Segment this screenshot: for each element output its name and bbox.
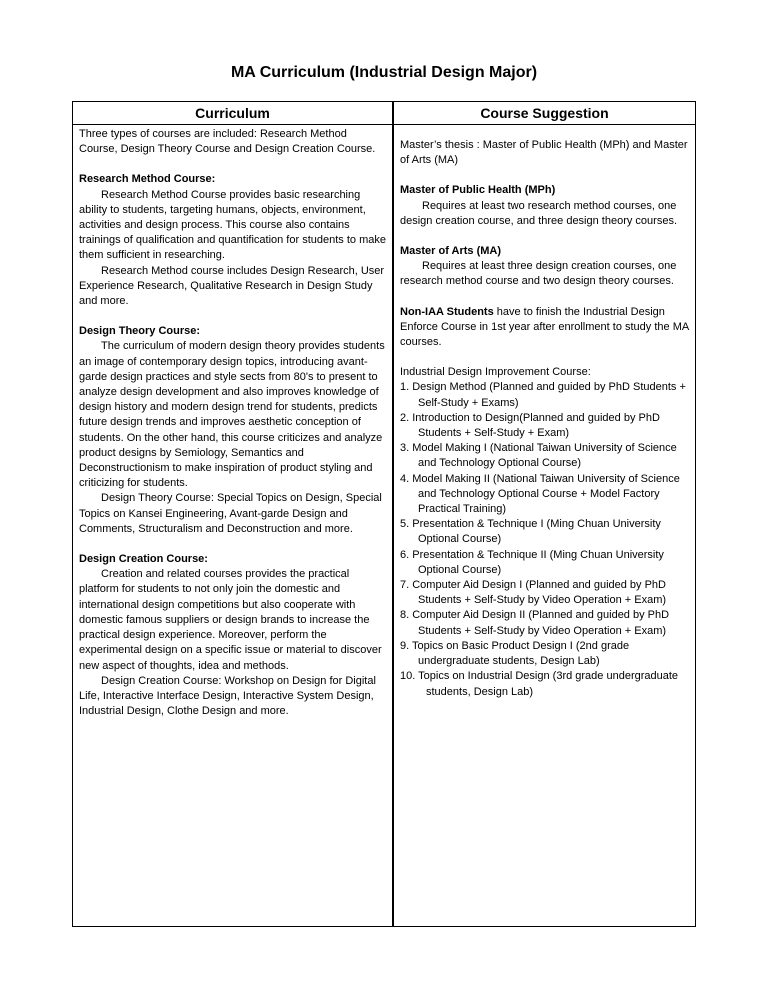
ma-text: Requires at least three design creation courses, one research method course and two design theory courses. [400, 260, 677, 288]
course-suggestion-body [394, 125, 695, 700]
research-method-paragraph-1: Research Method Course provides basic researching ability to students, targeting humans, objects, environment, activities and design process. This course also contains trainings of qualification and quantification for students to make them sufficient in researching. [79, 188, 386, 262]
curriculum-column [73, 102, 393, 926]
improvement-heading: Industrial Design Improvement Course: [400, 366, 591, 379]
list-item: 2. Introduction to Design(Planned and guided by PhD Students + Self-Study + Exam) [400, 411, 660, 440]
list-item: 10. Topics on Industrial Design (3rd grade undergraduate students, Design Lab) [400, 670, 679, 698]
course-suggestion-header: Course Suggestion [394, 102, 695, 125]
design-theory-heading: Design Theory Course: [79, 325, 201, 338]
improvement-section [400, 365, 689, 699]
curriculum-intro: Three types of courses are included: Research Method Course, Design Theory Course and Design Creation Course. [79, 128, 376, 156]
research-method-section [79, 172, 386, 309]
design-theory-section [79, 324, 386, 537]
mph-heading: Master of Public Health (MPh) [400, 184, 556, 197]
thesis-text: Master’s thesis : Master of Public Health (MPh) and Master of Arts (MA) [400, 139, 688, 167]
non-iaa-rest: have to finish the Industrial Design Enforce Course in 1st year after enrollment to study the MA courses. [400, 305, 689, 349]
list-item: 8. Computer Aid Design II (Planned and guided by PhD Students + Self-Study by Video Operation + Exam) [400, 609, 670, 637]
design-creation-paragraph-1: Creation and related courses provides the practical platform for students to not only join the domestic and international design competitions but also cooperate with domestic famous suppliers or design brands to increase the practical design experience. Moreover, perform the experimental design on a specific issue or material to discover new aspect of thoughts, idea and methods. [79, 568, 382, 672]
list-item: 6. Presentation & Technique II (Ming Chuan University Optional Course) [400, 548, 664, 576]
curriculum-table [72, 101, 696, 927]
list-item: 1. Design Method (Planned and guided by PhD Students + Self-Study + Exams) [400, 381, 686, 409]
design-theory-paragraph-2: Design Theory Course: Special Topics on Design, Special Topics on Kansei Engineering, Avant-garde Design and Comments, Structuralism and Deconstruction and more. [79, 492, 382, 535]
list-item: 9. Topics on Basic Product Design I (2nd grade undergraduate students, Design Lab) [400, 639, 630, 668]
non-iaa-text [400, 305, 689, 351]
design-creation-paragraph-2: Design Creation Course: Workshop on Design for Digital Life, Interactive Interface Design, Interactive System Design, Industrial Design, Clothe Design and more. [79, 674, 376, 718]
research-method-heading: Research Method Course: [79, 173, 216, 186]
mph-section [400, 183, 689, 229]
course-suggestion-column [393, 102, 695, 926]
ma-heading: Master of Arts (MA) [400, 245, 502, 258]
curriculum-header: Curriculum [73, 102, 392, 125]
research-method-paragraph-2: Research Method course includes Design Research, User Experience Research, Qualitative Research in Design Study and more. [79, 264, 385, 308]
design-creation-heading: Design Creation Course: [79, 553, 208, 566]
mph-text: Requires at least two research method courses, one design creation course, and three design theory courses. [400, 199, 677, 227]
curriculum-body [73, 125, 392, 719]
design-creation-section [79, 552, 386, 719]
page-title: MA Curriculum (Industrial Design Major) [230, 64, 538, 81]
list-item: 7. Computer Aid Design I (Planned and guided by PhD Students + Self-Study by Video Operation + Exam) [400, 579, 667, 607]
non-iaa-bold: Non-IAA Students [400, 305, 494, 318]
list-item: 4. Model Making II (National Taiwan University of Science and Technology Optional Course + Model Factory Practical Training) [400, 472, 680, 516]
ma-section [400, 244, 689, 290]
list-item: 5. Presentation & Technique I (Ming Chuan University Optional Course) [400, 518, 661, 546]
design-theory-paragraph-1: The curriculum of modern design theory provides students an image of contemporary design topics, introducing avant-garde design practices and style sects from 80's to present to analyze design development and also improves knowledge of design history and modern design trend for students, predicts future design trends and improves aesthetic conception of students. On the other hand, this course criticizes and analyze product designs by Semiology, Semantics and Deconstructionism to make inspiration of product styling and criticizing for students. [79, 340, 385, 490]
list-item: 3. Model Making I (National Taiwan University of Science and Technology Optional Course) [400, 442, 677, 470]
